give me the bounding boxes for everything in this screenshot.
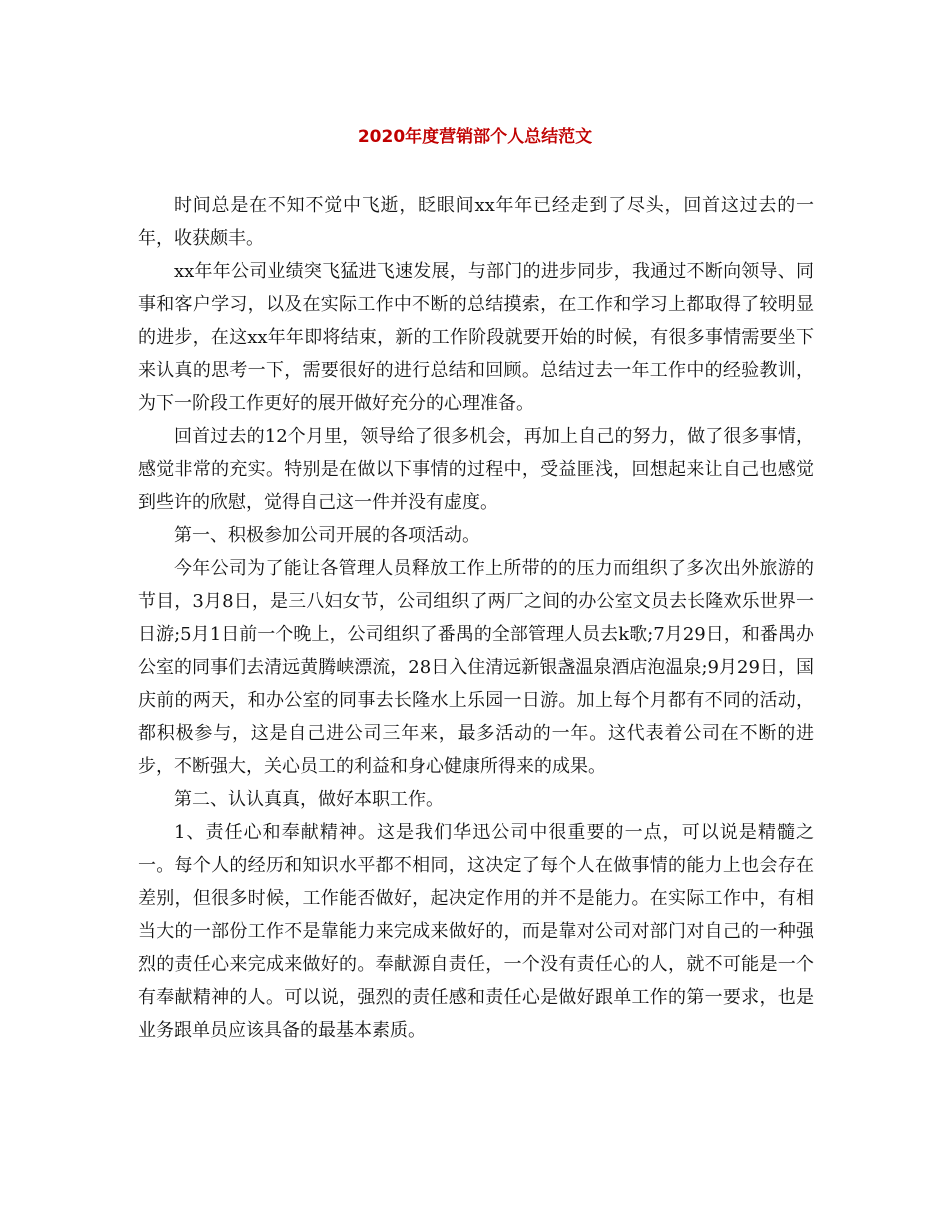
paragraph: xx年年公司业绩突飞猛进飞速发展，与部门的进步同步，我通过不断向领导、同事和客户学习，以及在实际工作中不断的总结摸索，在工作和学习上都取得了较明显的进步，在这xx年年即将结束，新的工作阶段就要开始的时候，有很多事情需要坐下来认真的思考一下，需要很好的进行总结和回顾。总结过去一年工作中的经验教训，为下一阶段工作更好的展开做好充分的心理准备。 [138,261,814,414]
document-title: 2020年度营销部个人总结范文 [357,127,593,147]
section-heading: 第二、认认真真，做好本职工作。 [174,789,444,810]
document-body [138,189,814,1047]
paragraph: 时间总是在不知不觉中飞逝，眨眼间xx年年已经走到了尽头，回首这过去的一年，收获颇丰。 [138,195,814,249]
paragraph: 今年公司为了能让各管理人员释放工作上所带的的压力而组织了多次出外旅游的节目，3月8日，是三八妇女节，公司组织了两厂之间的办公室文员去长隆欢乐世界一日游;5月1日前一个晚上，公司组织了番禺的全部管理人员去k歌;7月29日，和番禺办公室的同事们去清远黄腾峡漂流，28日入住清远新银盏温泉酒店泡温泉;9月29日，国庆前的两天，和办公室的同事去长隆水上乐园一日游。加上每个月都有不同的活动，都积极参与，这是自己进公司三年来，最多活动的一年。这代表着公司在不断的进步，不断强大，关心员工的利益和身心健康所得来的成果。 [138,558,814,777]
section-heading: 第一、积极参加公司开展的各项活动。 [174,525,480,546]
paragraph: 1、责任心和奉献精神。这是我们华迅公司中很重要的一点，可以说是精髓之一。每个人的经历和知识水平都不相同，这决定了每个人在做事情的能力上也会存在差别，但很多时候，工作能否做好，起决定作用的并不是能力。在实际工作中，有相当大的一部份工作不是靠能力来完成来做好的，而是靠对公司对部门对自己的一种强烈的责任心来完成来做好的。奉献源自责任，一个没有责任心的人，就不可能是一个有奉献精神的人。可以说，强烈的责任感和责任心是做好跟单工作的第一要求，也是业务跟单员应该具备的最基本素质。 [138,822,814,1041]
paragraph: 回首过去的12个月里，领导给了很多机会，再加上自己的努力，做了很多事情，感觉非常的充实。特别是在做以下事情的过程中，受益匪浅，回想起来让自己也感觉到些许的欣慰，觉得自己这一件并没有虚度。 [138,426,814,513]
